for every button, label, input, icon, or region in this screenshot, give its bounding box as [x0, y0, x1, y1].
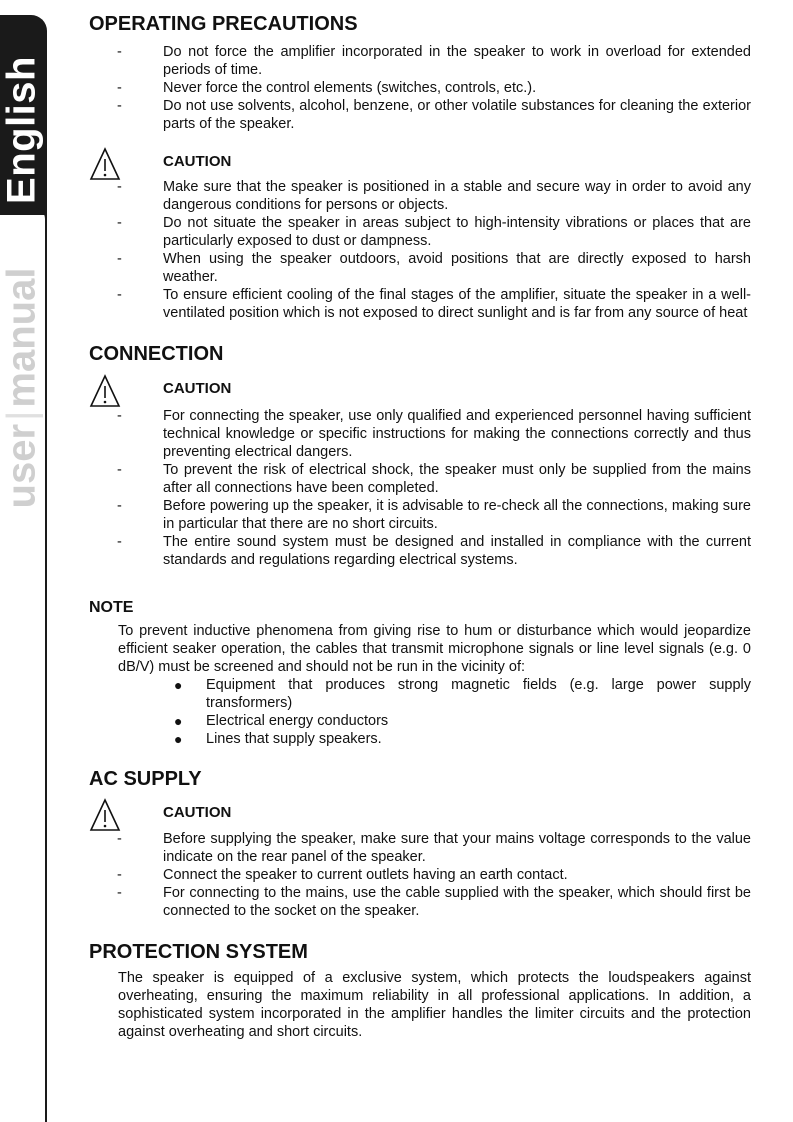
dash-marker: -: [117, 498, 122, 514]
operating-caution-header: [89, 145, 751, 173]
dash-marker: -: [117, 408, 122, 424]
list-item: - To ensure efficient cooling of the final stages of the amplifier, situate the speaker in a well-ventilated position which is not exposed to direct sunlight and is far from any source of heat: [117, 287, 751, 321]
warning-triangle-icon: [89, 374, 121, 408]
bullet-marker: ●: [174, 713, 183, 729]
operating-precautions-title: OPERATING PRECAUTIONS: [89, 13, 358, 35]
language-label: English: [0, 56, 44, 204]
list-item: ● Equipment that produces strong magnetic fields (e.g. large power supply transformers): [174, 677, 751, 711]
list-item: - The entire sound system must be designed and installed in compliance with the current standards and regulations regarding electrical systems.: [117, 534, 751, 568]
caution-label: CAUTION: [163, 380, 232, 397]
user-manual-separator: |: [0, 410, 44, 421]
ac-supply-title: AC SUPPLY: [89, 768, 202, 790]
dash-marker: -: [117, 44, 122, 60]
dash-marker: -: [117, 215, 122, 231]
connection-caution-list: [89, 407, 751, 569]
dash-marker: -: [117, 80, 122, 96]
user-manual-label: [0, 268, 45, 509]
protection-system-text: The speaker is equipped of a exclusive system, which protects the loudspeakers against overheating, ensuring the maximum reliability in all professional applications. In addition, a sophisticated system incorporated in the amplifier handles the limiter circuits and the protection against overheating and short circuits.: [118, 970, 751, 1040]
dash-marker: -: [117, 179, 122, 195]
ac-supply-caution-list: [89, 830, 751, 920]
connection-title: CONNECTION: [89, 343, 224, 365]
list-item: - Before powering up the speaker, it is advisable to re-check all the connections, making sure in particular that there are no short circuits.: [117, 498, 751, 532]
connection-caution-header: [89, 372, 751, 400]
dash-marker: -: [117, 831, 122, 847]
list-item: - When using the speaker outdoors, avoid positions that are directly exposed to harsh weather.: [117, 251, 751, 285]
caution-label: CAUTION: [163, 804, 232, 821]
sidebar-divider: [45, 212, 47, 1122]
caution-label: CAUTION: [163, 153, 232, 170]
warning-triangle-icon: [89, 798, 121, 832]
ac-supply-caution-header: [89, 796, 751, 824]
user-manual-word-manual: manual: [0, 267, 44, 408]
protection-system-title: PROTECTION SYSTEM: [89, 941, 308, 963]
bullet-marker: ●: [174, 677, 183, 693]
language-tab: [0, 15, 47, 215]
note-text: To prevent inductive phenomena from giving rise to hum or disturbance which would jeopardize efficient seaker operation, the cables that transmit microphone signals or line level signals (e.g. 0 dB/V) must be screened and should not be run in the vicinity of:: [118, 623, 751, 675]
list-item: - Connect the speaker to current outlets having an earth contact.: [117, 867, 568, 883]
dash-marker: -: [117, 867, 122, 883]
list-item: - For connecting the speaker, use only qualified and experienced personnel having sufficient technical knowledge or specific instructions for making the connections correctly and thus preventing electrical dangers.: [117, 408, 751, 460]
list-item: - Make sure that the speaker is positioned in a stable and secure way in order to avoid any dangerous conditions for persons or objects.: [117, 179, 751, 213]
page-content: [89, 12, 751, 1041]
operating-precautions-list: [89, 43, 751, 133]
dash-marker: -: [117, 462, 122, 478]
dash-marker: -: [117, 885, 122, 901]
bullet-marker: ●: [174, 731, 183, 747]
list-item: - To prevent the risk of electrical shock, the speaker must only be supplied from the mains after all connections have been completed.: [117, 462, 751, 496]
note-title: NOTE: [89, 599, 134, 616]
list-item: - Do not use solvents, alcohol, benzene, or other volatile substances for cleaning the exterior parts of the speaker.: [117, 98, 751, 132]
list-item: - Do not force the amplifier incorporated in the speaker to work in overload for extended periods of time.: [117, 44, 751, 78]
list-item: - For connecting to the mains, use the cable supplied with the speaker, which should first be connected to the socket on the speaker.: [117, 885, 751, 919]
dash-marker: -: [117, 534, 122, 550]
note-bullet-list: [89, 676, 751, 748]
user-manual-word-user: user: [0, 423, 44, 509]
warning-triangle-icon: [89, 147, 121, 181]
list-item: - Before supplying the speaker, make sure that your mains voltage corresponds to the value indicate on the rear panel of the speaker.: [117, 831, 751, 865]
dash-marker: -: [117, 251, 122, 267]
list-item: ● Electrical energy conductors: [174, 713, 389, 729]
dash-marker: -: [117, 98, 122, 114]
list-item: - Do not situate the speaker in areas subject to high-intensity vibrations or places that are particularly exposed to dust or dampness.: [117, 215, 751, 249]
dash-marker: -: [117, 287, 122, 303]
list-item: ● Lines that supply speakers.: [174, 731, 382, 747]
operating-caution-list: [89, 178, 751, 322]
list-item: - Never force the control elements (switches, controls, etc.).: [117, 80, 537, 96]
